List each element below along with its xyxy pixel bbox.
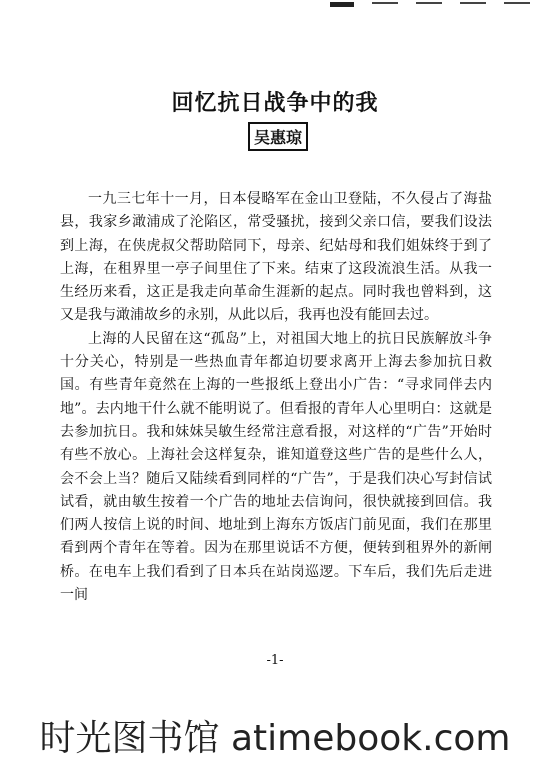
edge-mark bbox=[330, 2, 354, 7]
top-edge-marks bbox=[330, 2, 530, 7]
watermark: 时光图书馆 atimebook.com bbox=[39, 718, 511, 759]
edge-mark bbox=[504, 2, 530, 4]
page-title: 回忆抗日战争中的我 bbox=[171, 91, 379, 116]
edge-mark bbox=[460, 2, 486, 4]
author-name: 吴惠琼 bbox=[248, 122, 308, 151]
paragraph: 一九三七年十一月，日本侵略军在金山卫登陆，不久侵占了海盐县，我家乡澉浦成了沦陷区，常受骚扰，接到父亲口信，要我们设法到上海，在侠虎叔父帮助陪同下，母亲、纪姑母和我们姐妹终于到了上海，在租界里一亭子间里住了下来。结束了这段流浪生活。从我一生经历来看，这正是我走向革命生涯新的起点。同时我也曾料到，这又是我与澉浦故乡的永别，从此以后，我再也没有能回去过。 bbox=[60, 191, 492, 324]
body-text bbox=[60, 188, 492, 607]
edge-mark bbox=[372, 2, 398, 4]
paragraph: 上海的人民留在这“孤岛”上，对祖国大地上的抗日民族解放斗争十分关心，特别是一些热血青年都迫切要求离开上海去参加抗日救国。有些青年竟然在上海的一些报纸上登出小广告：“寻求同伴去内地”。去内地干什么就不能明说了。但看报的青年人心里明白：这就是去参加抗日。我和妹妹吴敏生经常注意看报，对这样的“广告”开始时有些不放心。上海社会这样复杂，谁知道登这些广告的是些什么人，会不会上当？随后又陆续看到同样的“广告”，于是我们决心写封信试试看，就由敏生按着一个广告的地址去信询问，很快就接到回信。我们两人按信上说的时间、地址到上海东方饭店门前见面，我们在那里看到两个青年在等着。因为在那里说话不方便，便转到租界外的新闸桥。在电车上我们看到了日本兵在站岗巡逻。下车后，我们先后走进一间 bbox=[60, 330, 492, 604]
edge-mark bbox=[416, 2, 442, 4]
page-number: -1- bbox=[266, 653, 284, 668]
